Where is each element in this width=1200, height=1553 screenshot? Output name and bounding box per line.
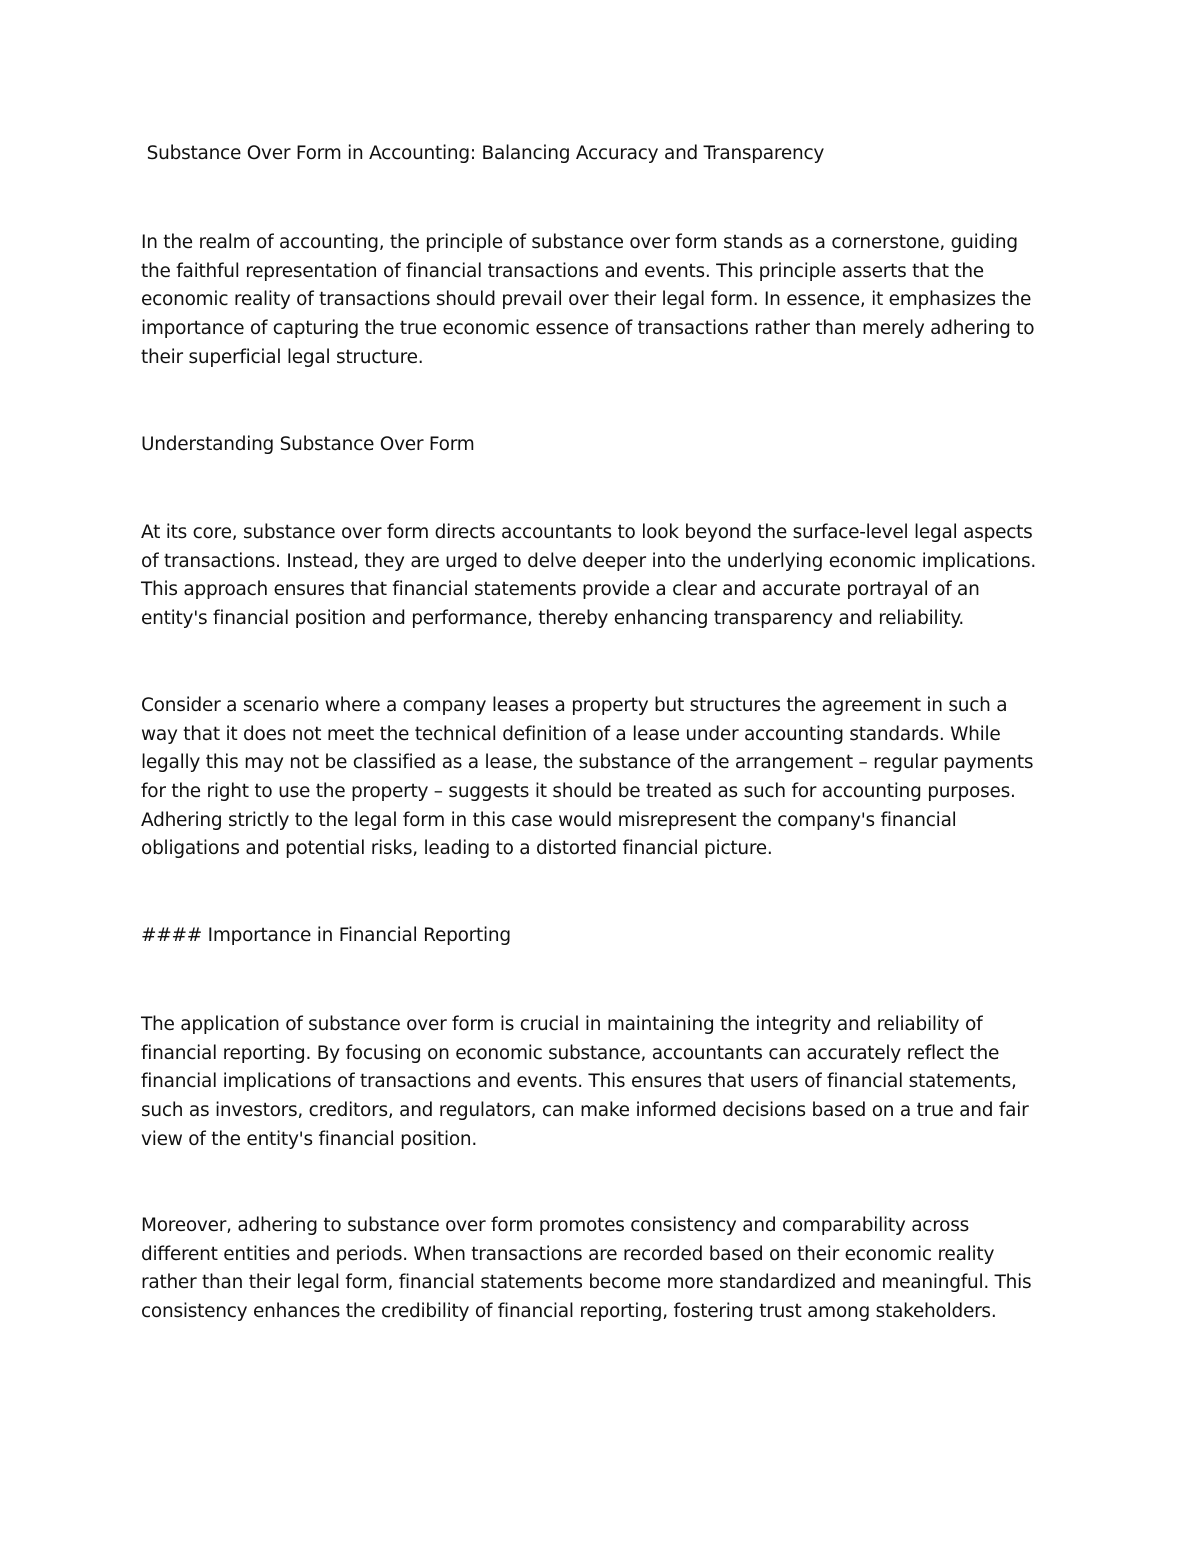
paragraph-line: The application of substance over form is crucial in maintaining the integrity and reliability of: [141, 1014, 983, 1035]
application-paragraph: [141, 1011, 1071, 1154]
section-heading-importance: [141, 922, 1071, 951]
intro-paragraph: [141, 229, 1071, 372]
paragraph-line: legally this may not be classified as a lease, the substance of the arrangement – regular payments: [141, 752, 1034, 774]
paragraph-line: for the right to use the property – suggests it should be treated as such for accounting purposes.: [141, 781, 1016, 803]
paragraph-line: In the realm of accounting, the principle of substance over form stands as a cornerstone, guiding: [141, 232, 1018, 253]
moreover-paragraph: [141, 1212, 1071, 1327]
paragraph-line: the faithful representation of financial transactions and events. This principle asserts that the: [141, 260, 984, 282]
paragraph-line: financial reporting. By focusing on economic substance, accountants can accurately reflect the: [141, 1042, 1000, 1064]
paragraph-line: Consider a scenario where a company leases a property but structures the agreement in such a: [141, 695, 1008, 716]
paragraph-line: At its core, substance over form directs accountants to look beyond the surface-level legal aspects: [141, 522, 1033, 543]
paragraph-line: Adhering strictly to the legal form in this case would misrepresent the company's financial: [141, 809, 957, 831]
paragraph-line: importance of capturing the true economic essence of transactions rather than merely adhering to: [141, 318, 1035, 340]
paragraph-line: financial implications of transactions and events. This ensures that users of financial statements,: [141, 1071, 1017, 1093]
paragraph-line: obligations and potential risks, leading to a distorted financial picture.: [141, 838, 773, 860]
section-heading-understanding: [141, 431, 1071, 460]
paragraph-line: of transactions. Instead, they are urged to delve deeper into the underlying economic implications.: [141, 550, 1037, 572]
paragraph-line: economic reality of transactions should prevail over their legal form. In essence, it emphasizes the: [141, 289, 1032, 311]
core-paragraph: [141, 519, 1071, 634]
paragraph-line: rather than their legal form, financial statements become more standardized and meaningful. This: [141, 1272, 1032, 1294]
paragraph-line: consistency enhances the credibility of financial reporting, fostering trust among stakeholders.: [141, 1301, 997, 1323]
paragraph-line: different entities and periods. When transactions are recorded based on their economic reality: [141, 1243, 995, 1265]
paragraph-line: way that it does not meet the technical definition of a lease under accounting standards. While: [141, 723, 1001, 745]
paragraph-line: their superficial legal structure.: [141, 346, 424, 368]
paragraph-line: entity's financial position and performance, thereby enhancing transparency and reliability.: [141, 608, 965, 630]
title-line: Substance Over Form in Accounting: Balancing Accuracy and Transparency: [141, 143, 825, 164]
heading-line: #### Importance in Financial Reporting: [141, 925, 511, 946]
scenario-paragraph: [141, 692, 1071, 864]
document-title: [141, 140, 1071, 169]
paragraph-line: such as investors, creditors, and regulators, can make informed decisions based on a true and fair: [141, 1100, 1029, 1122]
heading-line: Understanding Substance Over Form: [141, 434, 475, 455]
paragraph-line: This approach ensures that financial statements provide a clear and accurate portrayal of an: [141, 579, 980, 601]
paragraph-line: view of the entity's financial position.: [141, 1128, 478, 1150]
paragraph-line: Moreover, adhering to substance over form promotes consistency and comparability across: [141, 1215, 970, 1236]
